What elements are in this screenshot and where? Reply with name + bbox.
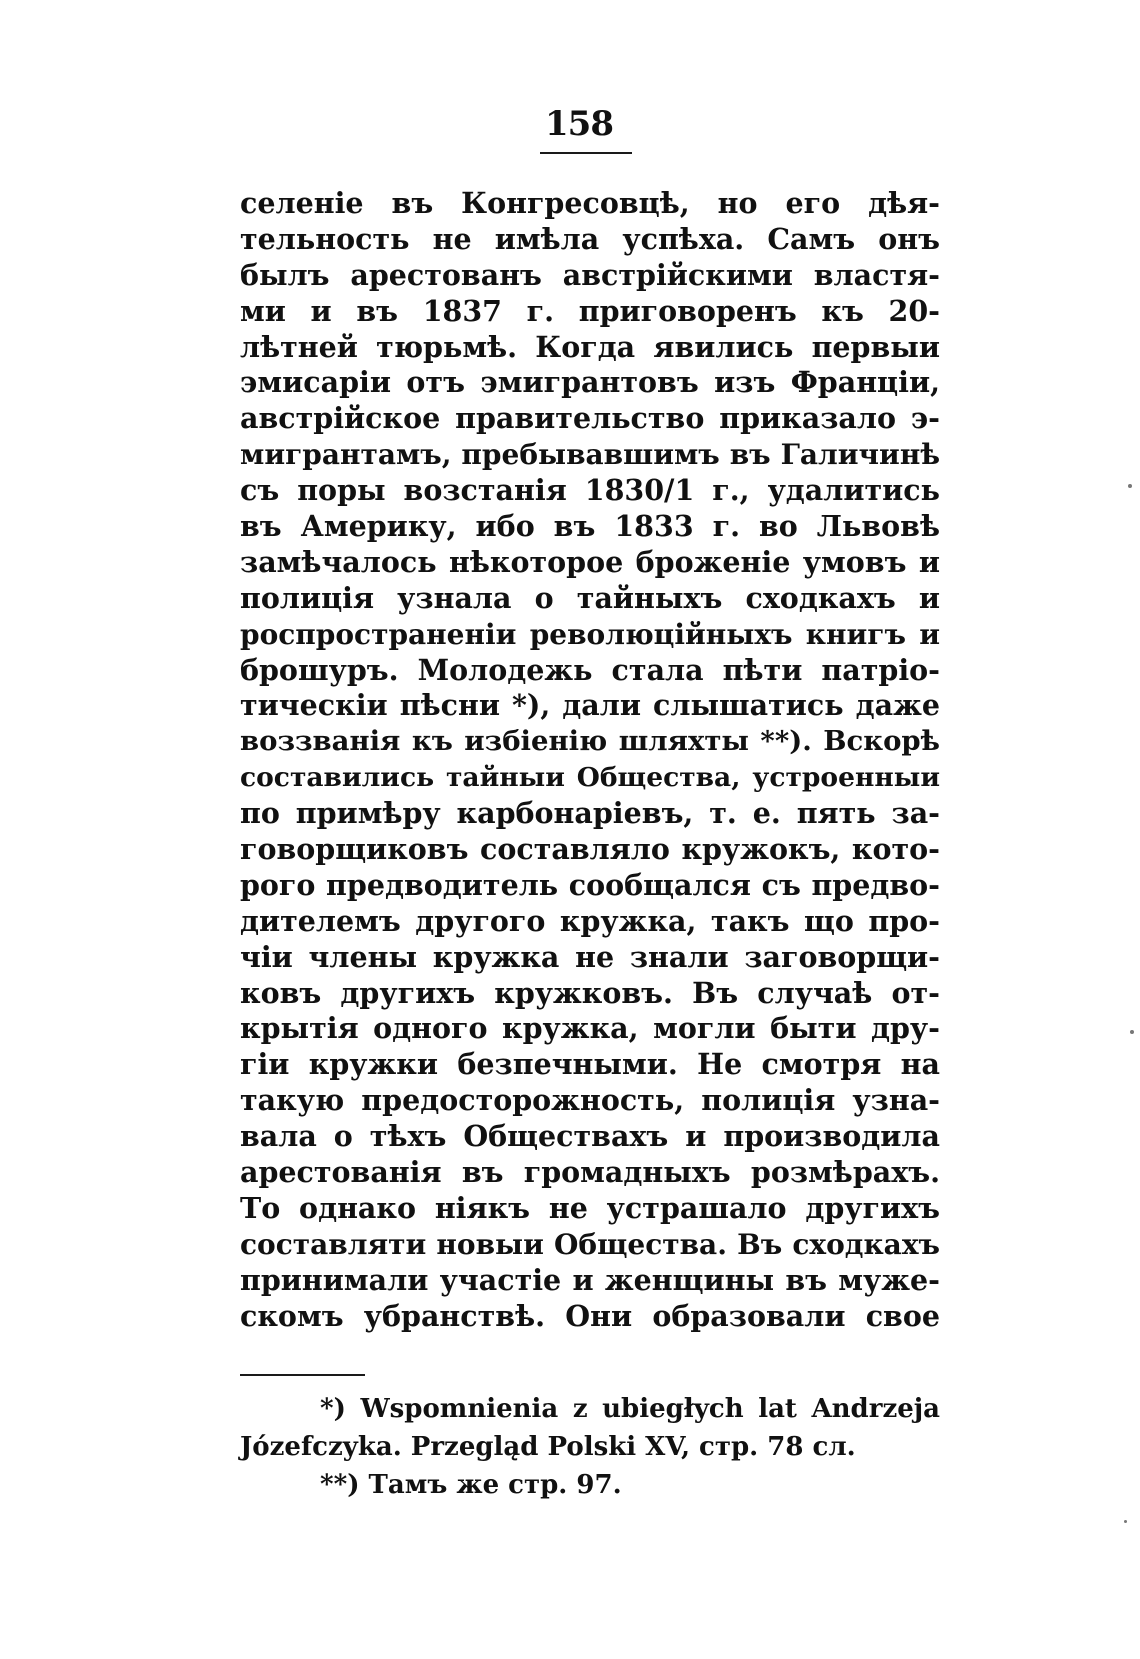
scan-speck [1124, 1520, 1127, 1523]
footnotes [240, 1390, 940, 1504]
text-line: составляти новыи Общества. Въ сходкахъ [240, 1227, 940, 1261]
text-line: по примѣру карбонаріевъ, т. е. пять за- [240, 796, 940, 831]
text-line: воззванія къ избіенію шляхты **). Вскорѣ [240, 725, 940, 758]
text-line: вала о тѣхъ Обществахъ и производила [240, 1119, 940, 1154]
text-line: дителемъ другого кружка, такъ що про- [240, 903, 940, 938]
text-line: брошуръ. Молодежь стала пѣти патріо- [240, 652, 940, 687]
text-line: замѣчалось нѣкоторое броженіе умовъ и [240, 544, 940, 579]
text-line: полиція узнала о тайныхъ сходкахъ и [240, 580, 940, 615]
text-line: съ поры возстанія 1830/1 г., удалитись [240, 473, 940, 508]
text-line: составились тайныи Общества, устроенныи [240, 762, 940, 794]
text-line: такую предосторожность, полиція узна- [240, 1083, 940, 1118]
text-line: австрійское правительство приказало э- [240, 401, 940, 436]
text-line: тельность не имѣла успѣха. Самъ онъ [240, 221, 940, 256]
text-line: эмисаріи отъ эмигрантовъ изъ Франціи, [240, 365, 940, 400]
page-number-underline [540, 152, 632, 154]
text-line: роспространеніи революційныхъ книгъ и [240, 617, 940, 651]
text-line: ми и въ 1837 г. приговоренъ къ 20- [240, 293, 940, 328]
text-line: мигрантамъ, пребывавшимъ въ Галичинѣ [240, 438, 940, 472]
text-line: былъ арестованъ австрійскими властя- [240, 257, 940, 292]
text-line: лѣтней тюрьмѣ. Когда явились первыи [240, 329, 940, 364]
footnote-1-line-2: Józefczyka. Przegląd Polski XV, стр. 78 сл. [240, 1432, 856, 1462]
text-line: рого предводитель сообщался съ предво- [240, 867, 940, 902]
scan-speck [1130, 1030, 1134, 1034]
footnote-separator [240, 1374, 365, 1376]
text-line: принимали участіе и женщины въ муже- [240, 1262, 940, 1297]
text-line: говорщиковъ составляло кружокъ, кото- [240, 832, 940, 867]
text-line: чіи члены кружка не знали заговорщи- [240, 939, 940, 974]
text-line: селеніе въ Конгресовцѣ, но его дѣя- [240, 186, 940, 220]
text-line: То однако ніякъ не устрашало другихъ [240, 1190, 940, 1225]
scan-speck [1128, 484, 1132, 488]
text-line: скомъ убранствѣ. Они образовали свое [240, 1298, 940, 1333]
text-line: гіи кружки безпечными. Не смотря на [240, 1047, 940, 1082]
page-number: 158 [545, 104, 613, 144]
footnote-1-line-1: *) Wspomnienia z ubiegłych lat Andrzeja [320, 1394, 940, 1424]
body-text [240, 186, 940, 1335]
text-line: крытія одного кружка, могли быти дру- [240, 1011, 940, 1046]
text-line: ковъ другихъ кружковъ. Въ случаѣ от- [240, 975, 940, 1010]
text-line: въ Америку, ибо въ 1833 г. во Львовѣ [240, 509, 940, 544]
text-line: арестованія въ громадныхъ розмѣрахъ. [240, 1155, 940, 1190]
text-line: тическіи пѣсни *), дали слышатись даже [240, 688, 940, 723]
footnote-2: **) Тамъ же стр. 97. [320, 1470, 622, 1500]
